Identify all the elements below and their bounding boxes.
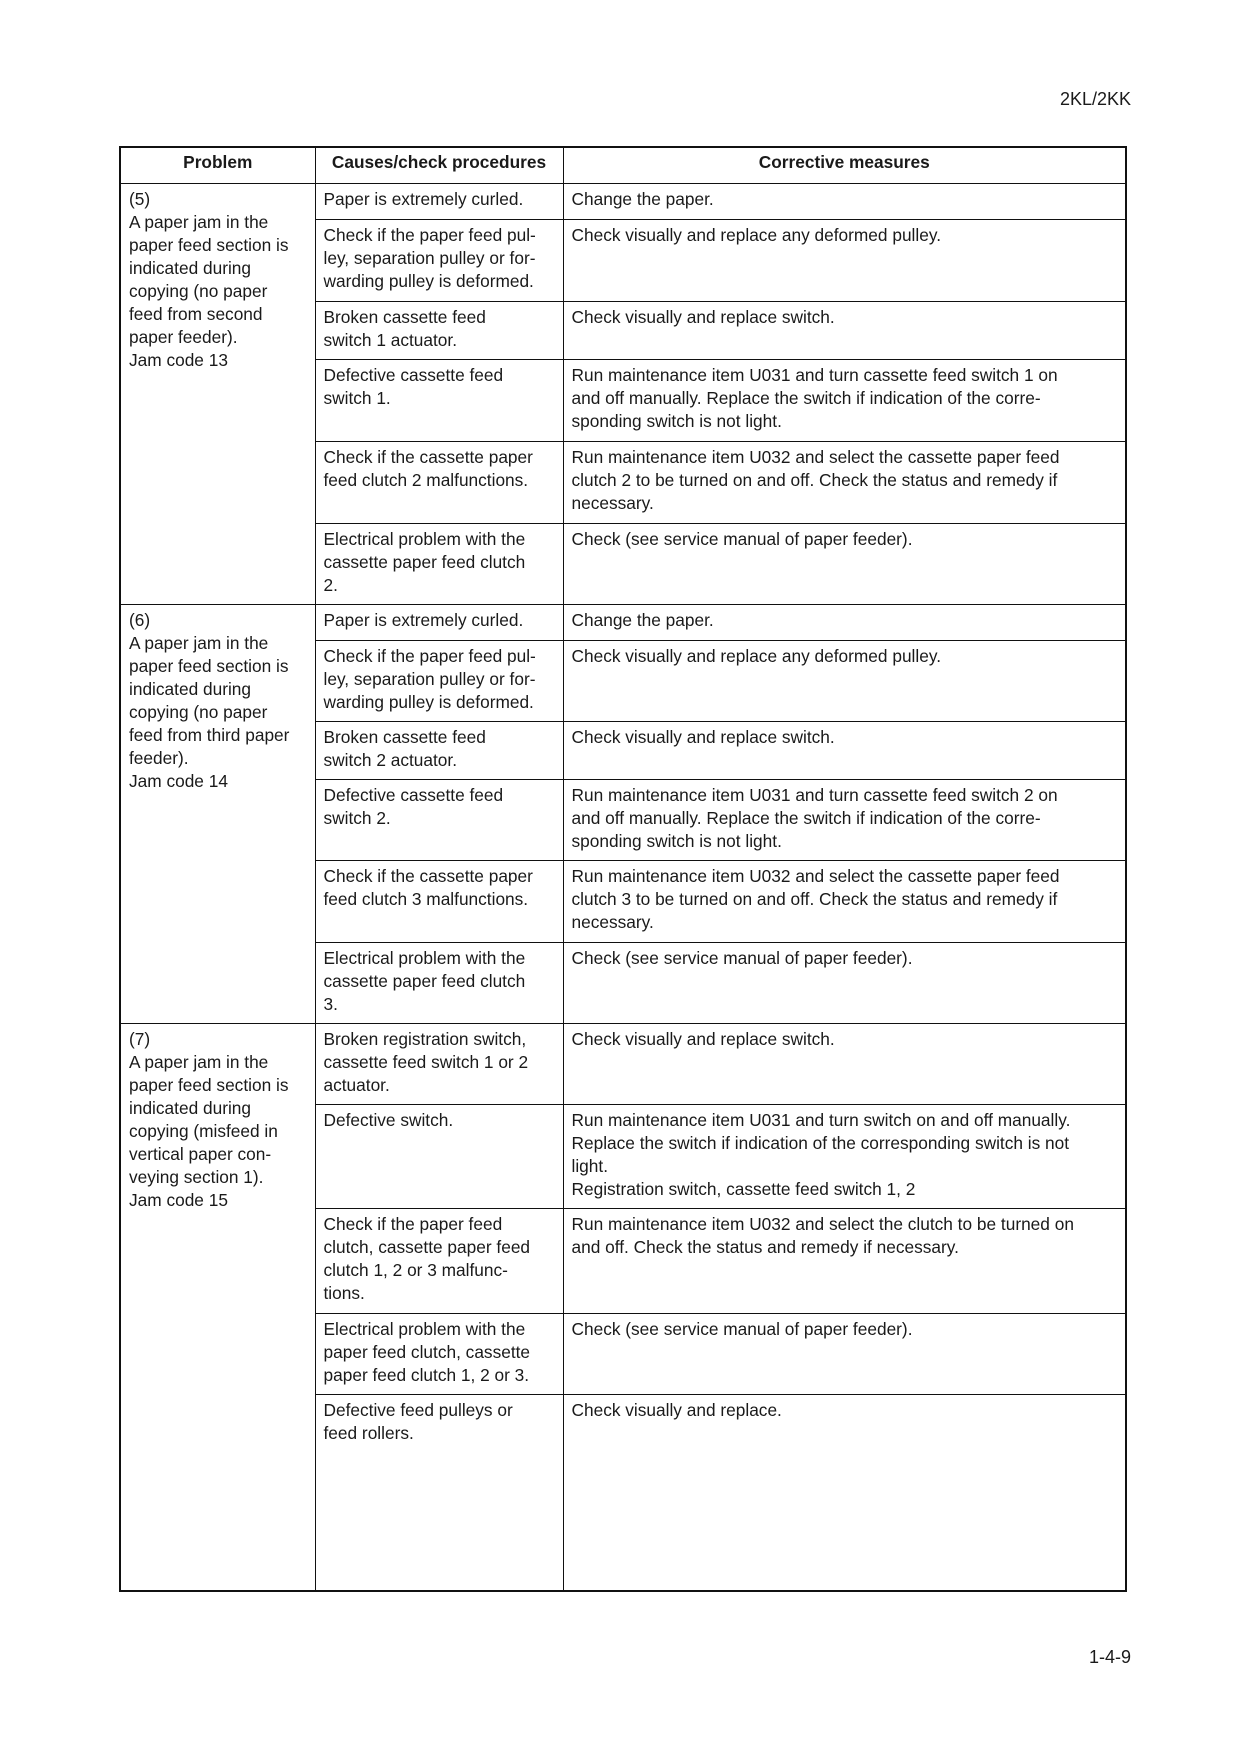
measure-cell — [563, 641, 1126, 722]
measure-text-line: Registration switch, cassette feed switch 1, 2 — [571, 1179, 916, 1199]
problem-text-line: Jam code 14 — [129, 771, 228, 791]
cause-text-line: paper feed clutch 1, 2 or 3. — [323, 1365, 530, 1385]
problem-text-line: paper feed section is — [129, 1075, 289, 1095]
cause-text-line: Check if the paper feed — [323, 1214, 503, 1234]
measure-cell — [563, 1209, 1126, 1314]
problem-text-line: paper feed section is — [129, 656, 289, 676]
table-row — [120, 1024, 1126, 1105]
problem-text-line: vertical paper con- — [129, 1144, 272, 1164]
cause-cell — [315, 605, 563, 641]
measure-text-line: Run maintenance item U031 and turn cassette feed switch 1 on — [571, 365, 1058, 385]
measure-cell — [563, 943, 1126, 1024]
cause-text-line: Check if the cassette paper — [323, 447, 533, 467]
cause-text-line: Broken registration switch, — [323, 1029, 527, 1049]
problem-cell — [120, 1024, 315, 1591]
problem-text-line: A paper jam in the — [129, 1052, 269, 1072]
cause-text-line: actuator. — [323, 1075, 390, 1095]
measure-text-line: Run maintenance item U032 and select the clutch to be turned on — [571, 1214, 1074, 1234]
cause-text-line: Defective cassette feed — [323, 785, 504, 805]
cause-cell — [315, 220, 563, 302]
table-body — [120, 184, 1126, 1591]
cause-cell — [315, 1314, 563, 1395]
measure-text-line: Check visually and replace switch. — [571, 727, 835, 747]
table-header-row — [120, 147, 1126, 184]
cause-text-line: warding pulley is deformed. — [323, 692, 534, 712]
measure-cell — [563, 442, 1126, 524]
cause-text-line: switch 2 actuator. — [323, 750, 458, 770]
measure-cell — [563, 861, 1126, 943]
cause-cell — [315, 1209, 563, 1314]
problem-text-line: Jam code 15 — [129, 1190, 228, 1210]
cause-cell — [315, 722, 563, 780]
cause-cell — [315, 1024, 563, 1105]
cause-text-line: ley, separation pulley or for- — [323, 248, 536, 268]
cause-text-line: tions. — [323, 1283, 365, 1303]
measure-cell — [563, 1105, 1126, 1209]
problem-text-line: indicated during — [129, 1098, 252, 1118]
table-row — [120, 184, 1126, 220]
measure-text-line: Run maintenance item U032 and select the cassette paper feed — [571, 866, 1060, 886]
column-header-measures: Corrective measures — [563, 147, 1126, 184]
cause-text-line: cassette paper feed clutch — [323, 971, 526, 991]
measure-text-line: Run maintenance item U032 and select the cassette paper feed — [571, 447, 1060, 467]
measure-text-line: sponding switch is not light. — [571, 411, 782, 431]
troubleshooting-table — [119, 146, 1127, 1592]
measure-text-line: Check visually and replace any deformed pulley. — [571, 646, 942, 666]
page-number: 1-4-9 — [1088, 1647, 1131, 1667]
cause-cell — [315, 360, 563, 442]
problem-cell — [120, 184, 315, 605]
cause-text-line: Defective switch. — [323, 1110, 454, 1130]
cause-text-line: Check if the paper feed pul- — [323, 646, 536, 666]
cause-text-line: Check if the paper feed pul- — [323, 225, 536, 245]
problem-text-line: copying (no paper — [129, 702, 268, 722]
cause-text-line: cassette paper feed clutch — [323, 552, 526, 572]
measure-cell — [563, 780, 1126, 861]
cause-text-line: Defective cassette feed — [323, 365, 504, 385]
measure-text-line: and off manually. Replace the switch if indication of the corre- — [571, 388, 1041, 408]
cause-text-line: Paper is extremely curled. — [323, 189, 524, 209]
measure-text-line: clutch 3 to be turned on and off. Check the status and remedy if — [571, 889, 1058, 909]
measure-cell — [563, 220, 1126, 302]
cause-text-line: Broken cassette feed — [323, 307, 486, 327]
cause-text-line: paper feed clutch, cassette — [323, 1342, 531, 1362]
cause-text-line: ley, separation pulley or for- — [323, 669, 536, 689]
problem-text-line: paper feed section is — [129, 235, 289, 255]
measure-text-line: light. — [571, 1156, 609, 1176]
problem-text-line: indicated during — [129, 679, 252, 699]
measure-text-line: Check (see service manual of paper feeder). — [571, 1319, 913, 1339]
cause-text-line: clutch 1, 2 or 3 malfunc- — [323, 1260, 508, 1280]
problem-text-line: Jam code 13 — [129, 350, 228, 370]
cause-text-line: clutch, cassette paper feed — [323, 1237, 531, 1257]
cause-text-line: feed clutch 2 malfunctions. — [323, 470, 529, 490]
cause-text-line: Broken cassette feed — [323, 727, 486, 747]
measure-text-line: Check visually and replace. — [571, 1400, 782, 1420]
measure-text-line: and off manually. Replace the switch if indication of the corre- — [571, 808, 1041, 828]
cause-text-line: Defective feed pulleys or — [323, 1400, 513, 1420]
problem-cell — [120, 605, 315, 1024]
table-row — [120, 605, 1126, 641]
column-header-problem: Problem — [120, 147, 315, 184]
problem-text-line: A paper jam in the — [129, 212, 269, 232]
problem-text-line: veying section 1). — [129, 1167, 264, 1187]
measure-text-line: Check (see service manual of paper feeder). — [571, 948, 913, 968]
measure-cell — [563, 524, 1126, 605]
document-model-code: 2KL/2KK — [1059, 89, 1131, 109]
measure-text-line: Run maintenance item U031 and turn cassette feed switch 2 on — [571, 785, 1058, 805]
problem-text-line: (5) — [129, 189, 151, 209]
cause-text-line: feed clutch 3 malfunctions. — [323, 889, 529, 909]
cause-cell — [315, 1395, 563, 1591]
problem-text-line: A paper jam in the — [129, 633, 269, 653]
cause-text-line: 3. — [323, 994, 338, 1014]
cause-cell — [315, 524, 563, 605]
problem-text-line: feed from third paper — [129, 725, 290, 745]
measure-cell — [563, 302, 1126, 360]
measure-cell — [563, 184, 1126, 220]
measure-cell — [563, 722, 1126, 780]
cause-cell — [315, 1105, 563, 1209]
measure-text-line: Check visually and replace any deformed pulley. — [571, 225, 942, 245]
measure-text-line: clutch 2 to be turned on and off. Check the status and remedy if — [571, 470, 1058, 490]
problem-text-line: paper feeder). — [129, 327, 238, 347]
cause-text-line: Electrical problem with the — [323, 948, 526, 968]
cause-cell — [315, 943, 563, 1024]
measure-text-line: Check (see service manual of paper feeder). — [571, 529, 913, 549]
measure-cell — [563, 1314, 1126, 1395]
cause-cell — [315, 641, 563, 722]
measure-text-line: and off. Check the status and remedy if necessary. — [571, 1237, 959, 1257]
measure-text-line: Change the paper. — [571, 189, 714, 209]
measure-text-line: necessary. — [571, 493, 654, 513]
cause-text-line: warding pulley is deformed. — [323, 271, 534, 291]
cause-text-line: Electrical problem with the — [323, 529, 526, 549]
cause-text-line: cassette feed switch 1 or 2 — [323, 1052, 529, 1072]
problem-text-line: (7) — [129, 1029, 151, 1049]
measure-text-line: Run maintenance item U031 and turn switch on and off manually. — [571, 1110, 1071, 1130]
cause-text-line: Electrical problem with the — [323, 1319, 526, 1339]
cause-text-line: Check if the cassette paper — [323, 866, 533, 886]
cause-text-line: switch 1 actuator. — [323, 330, 458, 350]
measure-cell — [563, 1024, 1126, 1105]
cause-cell — [315, 780, 563, 861]
cause-cell — [315, 184, 563, 220]
cause-text-line: switch 1. — [323, 388, 391, 408]
measure-text-line: Change the paper. — [571, 610, 714, 630]
problem-text-line: indicated during — [129, 258, 252, 278]
cause-text-line: feed rollers. — [323, 1423, 414, 1443]
cause-text-line: Paper is extremely curled. — [323, 610, 524, 630]
measure-cell — [563, 1395, 1126, 1591]
measure-text-line: Replace the switch if indication of the corresponding switch is not — [571, 1133, 1070, 1153]
problem-text-line: feeder). — [129, 748, 189, 768]
cause-cell — [315, 861, 563, 943]
column-header-causes: Causes/check procedures — [315, 147, 563, 184]
problem-text-line: copying (no paper — [129, 281, 268, 301]
cause-cell — [315, 442, 563, 524]
measure-text-line: Check visually and replace switch. — [571, 307, 835, 327]
measure-text-line: necessary. — [571, 912, 654, 932]
problem-text-line: feed from second — [129, 304, 263, 324]
cause-cell — [315, 302, 563, 360]
cause-text-line: switch 2. — [323, 808, 391, 828]
measure-text-line: sponding switch is not light. — [571, 831, 782, 851]
measure-cell — [563, 360, 1126, 442]
cause-text-line: 2. — [323, 575, 338, 595]
measure-text-line: Check visually and replace switch. — [571, 1029, 835, 1049]
measure-cell — [563, 605, 1126, 641]
problem-text-line: (6) — [129, 610, 151, 630]
problem-text-line: copying (misfeed in — [129, 1121, 278, 1141]
